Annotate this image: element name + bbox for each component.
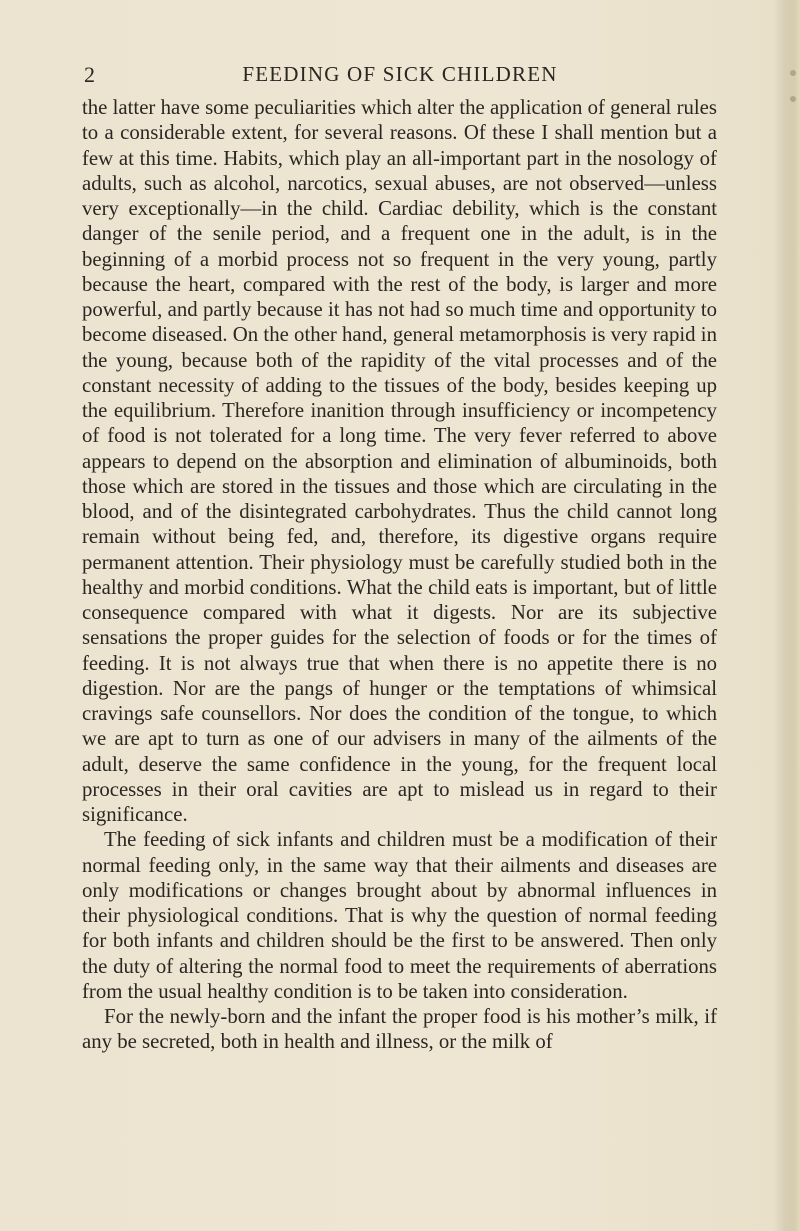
edge-blemish — [790, 96, 796, 102]
running-head: FEEDING OF SICK CHILDREN — [242, 62, 558, 86]
page-header — [0, 60, 800, 94]
paragraph-feeding-of-sick-infants: The feeding of sick infants and children must be a modification of their normal feeding only, in the same way that their ailments and diseases are only modifications or changes brought about by abnormal influences in their physiological conditions. That is why the question of normal feeding for both infants and children should be the first to be answered. Then only the duty of altering the normal food to meet the requirements of aberrations from the usual healthy condition is to be taken into consideration. — [82, 828, 717, 1003]
edge-blemish — [790, 70, 796, 76]
paragraph-newly-born-food: For the newly-born and the infant the proper food is his mother’s milk, if any be secreted, both in health and illness, or the milk of — [82, 1005, 717, 1054]
paragraph-continued: the latter have some peculiarities which alter the application of general rules to a considerable extent, for several reasons. Of these I shall mention but a few at this time. Habits, which play an all-important part in the nosology of adults, such as alcohol, narcotics, sexual abuses, are not observed—unless very exceptionally—in the child. Cardiac debility, which is the constant danger of the senile period, and a frequent one in the adult, is in the beginning of a morbid process not so frequent in the very young, partly because the heart, compared with the rest of the body, is larger and more powerful, and partly because it has not had so much time and opportunity to become diseased. On the other hand, general metamorphosis is very rapid in the young, because both of the rapidity of the vital processes and of the constant necessity of adding to the tissues of the body, besides keeping up the equilibrium. Therefore inanition through insufficiency or incompetency of food is not tolerated for a long time. The very fever referred to above appears to depend on the absorption and elimination of albuminoids, both those which are stored in the tissues and those which are circulating in the blood, and of the disintegrated carbohydrates. Thus the child cannot long remain without being fed, and, therefore, its digestive organs require permanent attention. Their physiology must be carefully studied both in the healthy and morbid conditions. What the child eats is important, but of little consequence compared with what it digests. Nor are its subjective sensations the proper guides for the selection of foods or for the times of feeding. It is not always true that when there is no appetite there is no digestion. Nor are the pangs of hunger or the temptations of whimsical cravings safe counsellors. Nor does the condition of the tongue, to which we are apt to turn as one of our advisers in many of the ailments of the adult, deserve the same confidence in the young, for the frequent local processes in their oral cavities are apt to mislead us in regard to their significance. — [82, 96, 717, 826]
page-number: 2 — [84, 62, 96, 87]
page-edge-shadow — [772, 0, 800, 1231]
body-text — [82, 95, 717, 1055]
